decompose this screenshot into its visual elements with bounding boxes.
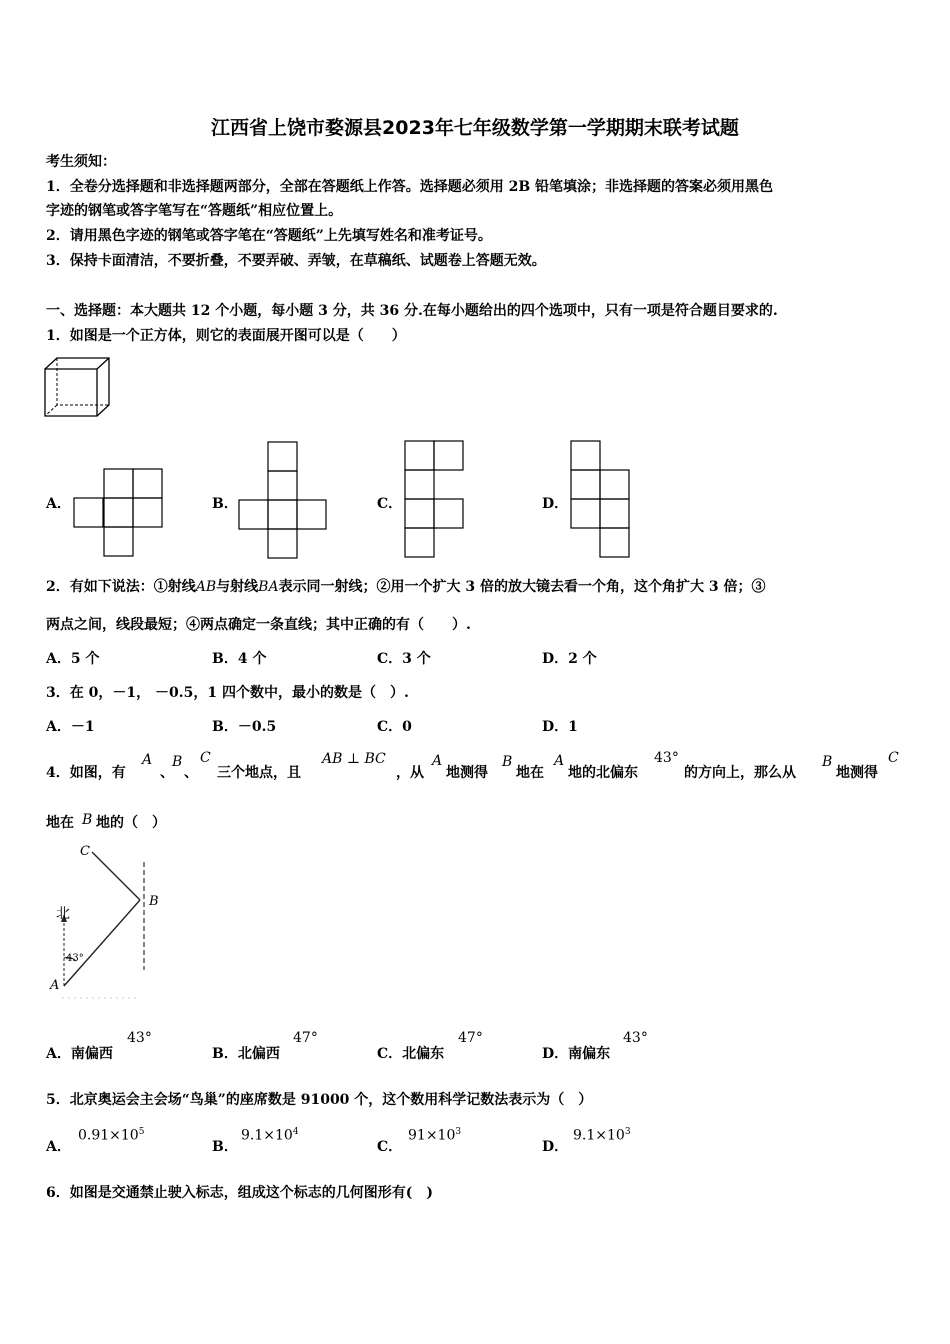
- q2-option-a: A．5 个: [46, 651, 100, 667]
- q4-stem-part-8: 地测得: [836, 765, 878, 781]
- notice-heading: 考生须知：: [46, 154, 116, 170]
- notice-line-2: 2．请用黑色字迹的钢笔或答字笔在“答题纸”上先填写姓名和准考证号。: [46, 228, 492, 244]
- notice-line-3: 3．保持卡面清洁，不要折叠，不要弄破、弄皱，在草稿纸、试题卷上答题无效。: [46, 253, 546, 269]
- q4-sep-1: 、: [160, 765, 174, 781]
- q4-var-c: C: [200, 750, 211, 766]
- q4-stem-part-2: 三个地点，且: [217, 765, 301, 781]
- q4-var-c-2: C: [888, 750, 899, 766]
- q4-var-b-4: B: [82, 812, 93, 828]
- q4-stem-part-7: 的方向上，那么从: [684, 765, 796, 781]
- q4-option-d-degree: 43°: [623, 1030, 648, 1046]
- q4-var-b: B: [172, 754, 183, 770]
- net-a-figure: [74, 469, 164, 559]
- q4-var-a-2: A: [432, 753, 443, 769]
- q4-option-a-label: A．南偏西: [46, 1046, 113, 1062]
- fig-label-c: C: [80, 844, 90, 859]
- q5-stem: 5．北京奥运会主会场“鸟巢”的座席数是 91000 个，这个数用科学记数法表示为（ ）: [46, 1092, 593, 1108]
- q4-stem-prefix: 4．如图，有: [46, 765, 126, 781]
- q2-option-b: B．4 个: [212, 651, 267, 667]
- q1-option-c-label: C．: [377, 496, 403, 512]
- fig-label-angle: 43°: [66, 953, 84, 964]
- q1-option-a-label: A．: [46, 496, 71, 512]
- q4-option-b-label: B．北偏西: [212, 1046, 280, 1062]
- q2-stem-line-2: 两点之间，线段最短；④两点确定一条直线；其中正确的有（ ）.: [46, 617, 471, 633]
- q2-option-c: C．3 个: [377, 651, 431, 667]
- q5-option-d-value: $9.1\times 10^3$: [573, 1127, 631, 1144]
- q1-option-d-label: D．: [542, 496, 569, 512]
- fig-label-b: B: [149, 894, 159, 909]
- q1-stem: 1．如图是一个正方体，则它的表面展开图可以是（ ）: [46, 328, 406, 344]
- q1-option-b-label: B．: [212, 496, 238, 512]
- q5-option-c-label: C．: [377, 1139, 403, 1155]
- net-b-figure: [239, 442, 329, 562]
- q2-stem-line-1: 2．有如下说法：①射线AB与射线BA表示同一射线；②用一个扩大 3 倍的放大镜去看一个角，这个角扩大 3 倍；③: [46, 579, 766, 595]
- q4-option-d-label: D．南偏东: [542, 1046, 611, 1062]
- q4-stem-part-5: 地在: [516, 765, 544, 781]
- q3-option-d: D．1: [542, 719, 578, 735]
- q4-option-c-degree: 47°: [458, 1030, 483, 1046]
- q4-stem-part-6: 地的北偏东: [568, 765, 638, 781]
- q4-option-a-degree: 43°: [127, 1030, 152, 1046]
- q5-option-b-value: $9.1\times 10^4$: [241, 1127, 299, 1144]
- q4-line-2-b: 地的（ ）: [96, 815, 166, 831]
- q4-sep-2: 、: [184, 765, 198, 781]
- q5-option-d-label: D．: [542, 1139, 569, 1155]
- q4-option-b-degree: 47°: [293, 1030, 318, 1046]
- notice-line-1b: 字迹的钢笔或答字笔写在“答题纸”相应位置上。: [46, 203, 343, 219]
- q4-stem-part-3: ，从: [396, 765, 424, 781]
- section-heading: 一、选择题：本大题共 12 个小题，每小题 3 分，共 36 分.在每小题给出的四个选项中，只有一项是符合题目要求的.: [46, 303, 778, 319]
- q4-option-c-label: C．北偏东: [377, 1046, 445, 1062]
- q2-option-d: D．2 个: [542, 651, 597, 667]
- q6-stem: 6．如图是交通禁止驶入标志，组成这个标志的几何图形有( ): [46, 1185, 433, 1201]
- q3-option-b: B．－0.5: [212, 719, 277, 735]
- q4-line-2-a: 地在: [46, 815, 74, 831]
- q4-var-b-3: B: [822, 754, 833, 770]
- fig-label-a: A: [50, 978, 60, 993]
- q5-option-c-value: $91\times 10^3$: [408, 1127, 462, 1144]
- net-c-figure: [405, 441, 495, 561]
- q5-option-a-label: A．: [46, 1139, 71, 1155]
- q4-var-b-2: B: [502, 754, 513, 770]
- notice-line-1a: 1．全卷分选择题和非选择题两部分，全部在答题纸上作答。选择题必须用 2B 铅笔填涂；非选择题的答案必须用黑色: [46, 179, 774, 195]
- page-title: 江西省上饶市婺源县2023年七年级数学第一学期期末联考试题: [211, 117, 739, 139]
- fig-label-north: 北: [56, 906, 70, 922]
- q4-var-a-3: A: [554, 753, 565, 769]
- q4-var-a: A: [142, 752, 153, 768]
- cube-figure: [44, 357, 114, 421]
- q5-option-b-label: B．: [212, 1139, 238, 1155]
- q3-stem: 3．在 0，－1， －0.5，1 四个数中，最小的数是（ ）.: [46, 685, 409, 701]
- q3-option-a: A．－1: [46, 719, 95, 735]
- q4-stem-part-4: 地测得: [446, 765, 488, 781]
- q5-option-a-value: $0.91\times 10^5$: [78, 1127, 145, 1144]
- q3-option-c: C．0: [377, 719, 412, 735]
- net-d-figure: [571, 441, 661, 561]
- q4-angle-43: 43°: [654, 750, 679, 766]
- q4-perpendicular: AB ⊥ BC: [322, 751, 386, 767]
